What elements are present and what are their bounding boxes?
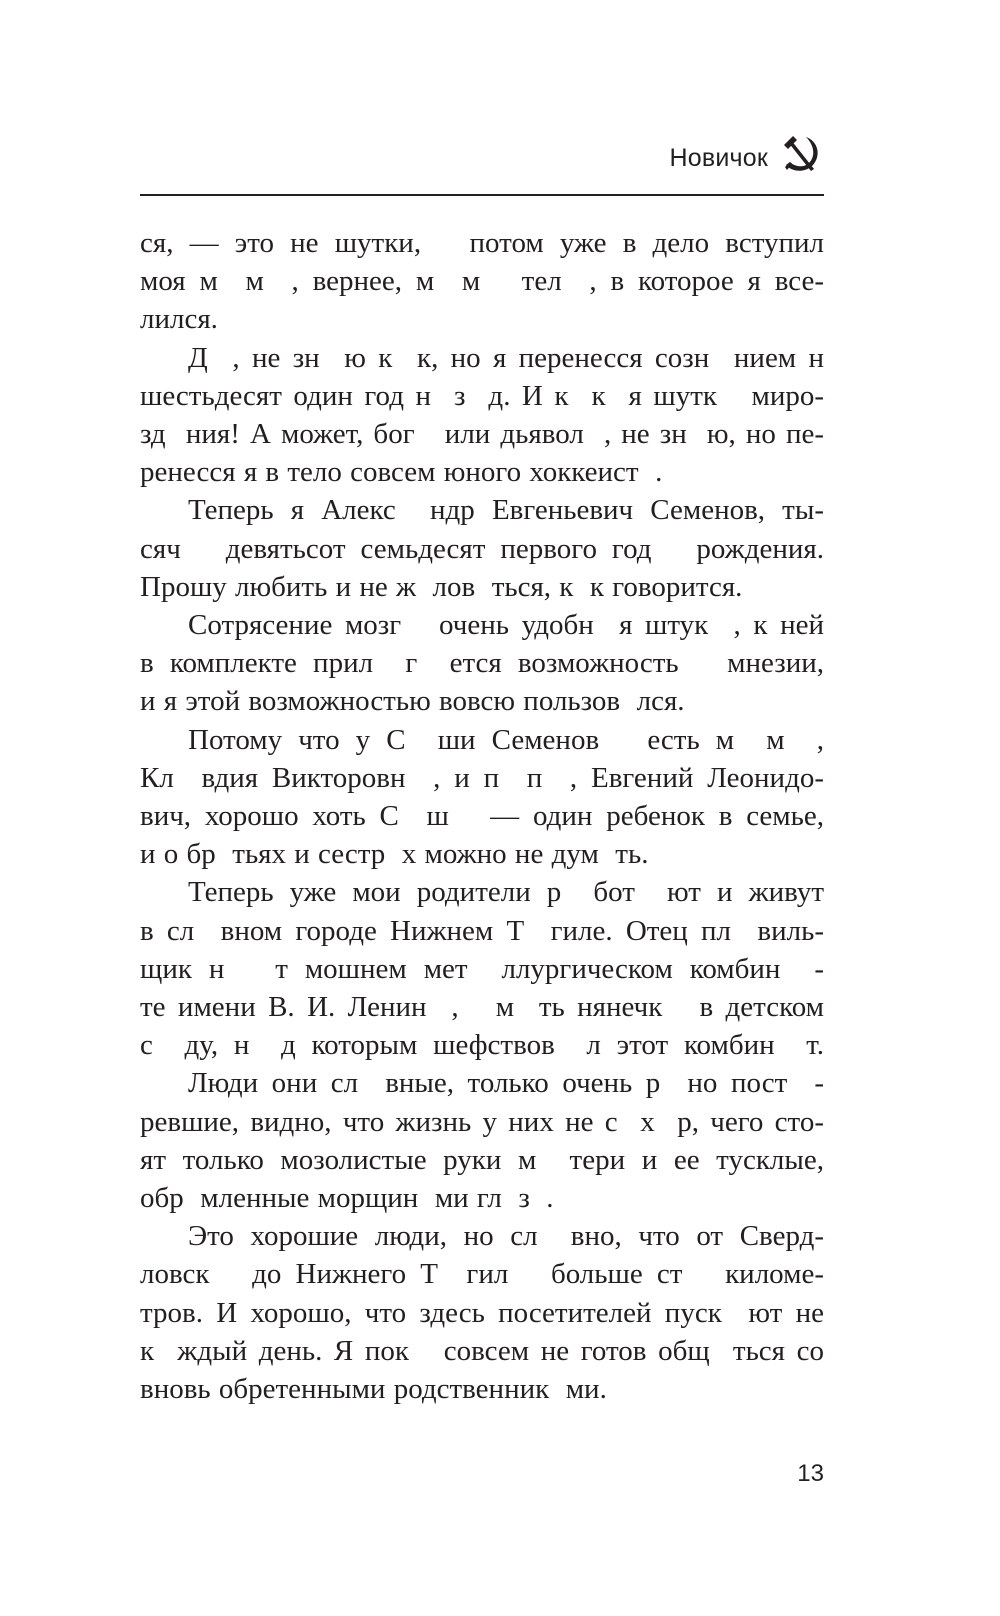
text-line: Теперь я Алекс ндр Евгеньевич Семенов, ты- bbox=[188, 494, 824, 527]
text-line: Сотрясение мозг очень удобн я штук , к ней bbox=[188, 609, 824, 642]
header-rule bbox=[140, 194, 824, 196]
text-line: и я этой возможностью вовсю пользов лся. bbox=[140, 685, 685, 718]
text-line: обр мленные морщин ми гл з . bbox=[140, 1182, 554, 1215]
text-line: к ждый день. Я пок совсем не готов общ ться со bbox=[140, 1334, 824, 1367]
text-line: и о бр тьях и сестр х можно не дум ть. bbox=[140, 838, 649, 871]
text-line: Кл вдия Викторовн , и п п , Евгений Леонидо- bbox=[140, 761, 824, 794]
text-line: Теперь уже мои родители р бот ют и живут bbox=[188, 876, 824, 909]
text-line: Это хорошие люди, но сл вно, что от Сверд- bbox=[188, 1220, 824, 1253]
running-title: Новичок bbox=[669, 144, 768, 172]
text-line: ренесся я в тело совсем юного хоккеист . bbox=[140, 456, 663, 489]
page-number: 13 bbox=[797, 1460, 824, 1487]
text-line: Прошу любить и не ж лов ться, к к говорится. bbox=[140, 570, 743, 603]
text-line: в комплекте прил г ется возможность мнезии, bbox=[140, 647, 824, 680]
text-line: ревшие, видно, что жизнь у них не с х р, чего сто- bbox=[140, 1105, 824, 1138]
text-line: тров. И хорошо, что здесь посетителей пуск ют не bbox=[140, 1296, 824, 1329]
text-line: вич, хорошо хоть С ш — один ребенок в семье, bbox=[140, 800, 824, 833]
text-line: Д , не зн ю к к, но я перенесся созн нием н bbox=[188, 341, 824, 374]
body-text bbox=[140, 224, 824, 1408]
text-line: зд ния! А может, бог или дьявол , не зн ю, но пе- bbox=[140, 418, 824, 451]
text-line: с ду, н д которым шефствов л этот комбин т. bbox=[140, 1029, 824, 1062]
text-line: моя м м , вернее, м м тел , в которое я все- bbox=[140, 265, 824, 298]
text-line: вновь обретенными родственник ми. bbox=[140, 1373, 607, 1406]
hammer-and-sickle-icon bbox=[780, 132, 824, 176]
text-line: шестьдесят один год н з д. И к к я шутк миро- bbox=[140, 379, 824, 412]
text-line: лился. bbox=[140, 303, 218, 336]
text-line: те имени В. И. Ленин , м ть нянечк в детском bbox=[140, 991, 824, 1024]
text-line: Потому что у С ши Семенов есть м м , bbox=[188, 723, 824, 756]
text-line: ся, — это не шутки, потом уже в дело вступил bbox=[140, 227, 824, 259]
text-line: Люди они сл вные, только очень р но пост - bbox=[188, 1067, 824, 1100]
text-line: щик н т мошнем мет ллургическом комбин - bbox=[140, 952, 824, 985]
running-header bbox=[140, 130, 824, 190]
text-line: в сл вном городе Нижнем Т гиле. Отец пл виль- bbox=[140, 914, 824, 947]
text-line: ловск до Нижнего Т гил больше ст киломе- bbox=[140, 1258, 824, 1291]
text-line: ят только мозолистые руки м тери и ее тусклые, bbox=[140, 1143, 824, 1176]
text-line: сяч девятьсот семьдесят первого год рождения. bbox=[140, 532, 824, 565]
